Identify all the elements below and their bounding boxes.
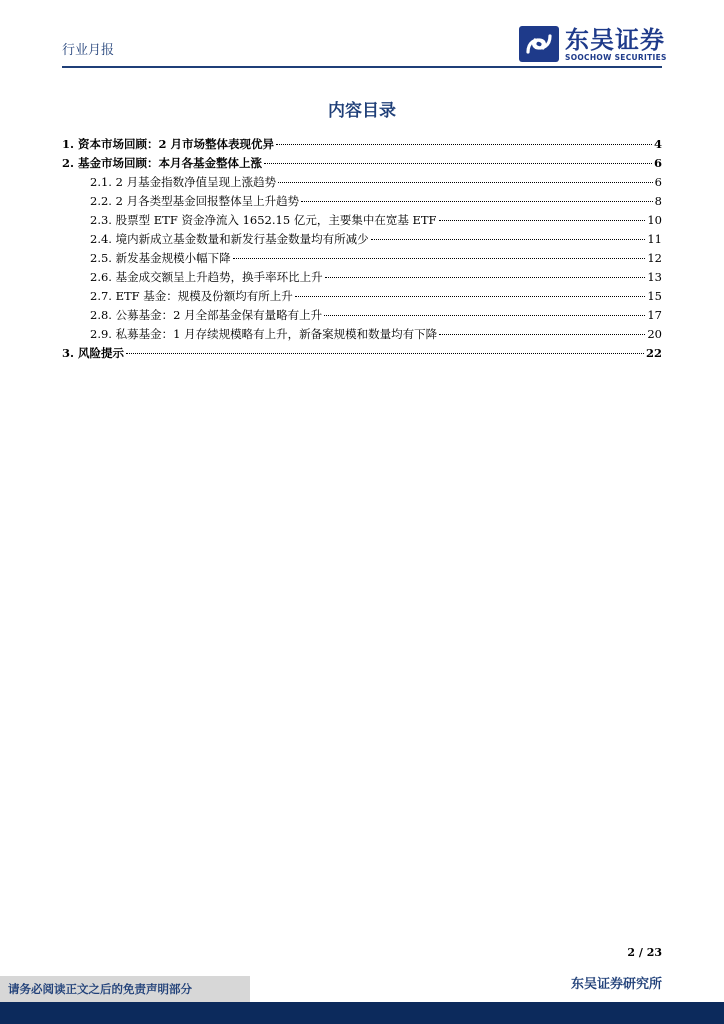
toc-entry[interactable] — [62, 306, 662, 325]
toc-entry[interactable] — [62, 325, 662, 344]
toc-dot-leader — [439, 334, 645, 335]
toc-entry-page: 11 — [647, 232, 662, 246]
soochow-logo-icon — [519, 26, 559, 62]
report-type-label: 行业月报 — [62, 43, 115, 58]
institute-name: 东吴证券研究所 — [570, 977, 662, 992]
table-of-contents — [62, 135, 662, 363]
toc-entry-page: 10 — [647, 213, 662, 227]
page-number: 2 / 23 — [627, 946, 662, 959]
disclaimer-banner — [0, 976, 250, 1002]
toc-entry[interactable] — [62, 249, 662, 268]
toc-dot-leader — [371, 239, 646, 240]
toc-entry[interactable] — [62, 230, 662, 249]
toc-dot-leader — [301, 201, 653, 202]
toc-entry-label: 2.9. 私募基金：1 月存续规模略有上升，新备案规模和数量均有下降 — [90, 327, 438, 341]
toc-entry-page: 8 — [654, 194, 662, 208]
toc-entry[interactable] — [62, 211, 662, 230]
toc-entry-page: 4 — [653, 137, 662, 151]
toc-entry-page: 20 — [647, 327, 662, 341]
toc-entry-label: 1. 资本市场回顾：2 月市场整体表现优异 — [62, 137, 275, 151]
toc-entry-label: 2.6. 基金成交额呈上升趋势，换手率环比上升 — [90, 270, 323, 284]
toc-entry[interactable] — [62, 287, 662, 306]
toc-entry-label: 2. 基金市场回顾：本月各基金整体上涨 — [62, 156, 263, 170]
toc-entry-label: 2.2. 2 月各类型基金回报整体呈上升趋势 — [90, 194, 300, 208]
toc-entry-label: 2.3. 股票型 ETF 资金净流入 1652.15 亿元，主要集中在宽基 ETF — [90, 213, 437, 227]
toc-dot-leader — [233, 258, 646, 259]
toc-entry-label: 2.4. 境内新成立基金数量和新发行基金数量均有所减少 — [90, 232, 369, 246]
toc-entry[interactable] — [62, 344, 662, 363]
toc-entry-page: 22 — [645, 346, 662, 360]
toc-entry-label: 2.8. 公募基金：2 月全部基金保有量略有上升 — [90, 308, 323, 322]
toc-entry[interactable] — [62, 192, 662, 211]
toc-dot-leader — [264, 163, 652, 164]
logo-english-name: SOOCHOW SECURITIES — [565, 53, 667, 62]
logo-chinese-name: 东吴证券 — [565, 26, 665, 54]
toc-entry[interactable] — [62, 135, 662, 154]
page-header — [0, 0, 724, 70]
toc-entry-label: 3. 风险提示 — [62, 346, 125, 360]
header-divider — [62, 66, 662, 68]
toc-entry-label: 2.5. 新发基金规模小幅下降 — [90, 251, 231, 265]
footer-bar — [0, 1002, 724, 1024]
toc-entry-page: 17 — [647, 308, 662, 322]
toc-entry-page: 13 — [647, 270, 662, 284]
toc-entry-label: 2.1. 2 月基金指数净值呈现上涨趋势 — [90, 175, 277, 189]
toc-entry-page: 12 — [647, 251, 662, 265]
disclaimer-text: 请务必阅读正文之后的免责声明部分 — [8, 982, 192, 996]
toc-title: 内容目录 — [328, 101, 396, 121]
toc-dot-leader — [439, 220, 646, 221]
toc-dot-leader — [324, 315, 645, 316]
toc-dot-leader — [278, 182, 653, 183]
toc-entry[interactable] — [62, 173, 662, 192]
toc-dot-leader — [276, 144, 652, 145]
toc-dot-leader — [126, 353, 644, 354]
toc-dot-leader — [295, 296, 646, 297]
toc-entry-page: 15 — [647, 289, 662, 303]
toc-entry[interactable] — [62, 154, 662, 173]
toc-entry-page: 6 — [654, 175, 662, 189]
toc-dot-leader — [325, 277, 646, 278]
company-logo — [519, 26, 679, 64]
toc-entry-page: 6 — [653, 156, 662, 170]
toc-entry[interactable] — [62, 268, 662, 287]
toc-entry-label: 2.7. ETF 基金：规模及份额均有所上升 — [90, 289, 293, 303]
